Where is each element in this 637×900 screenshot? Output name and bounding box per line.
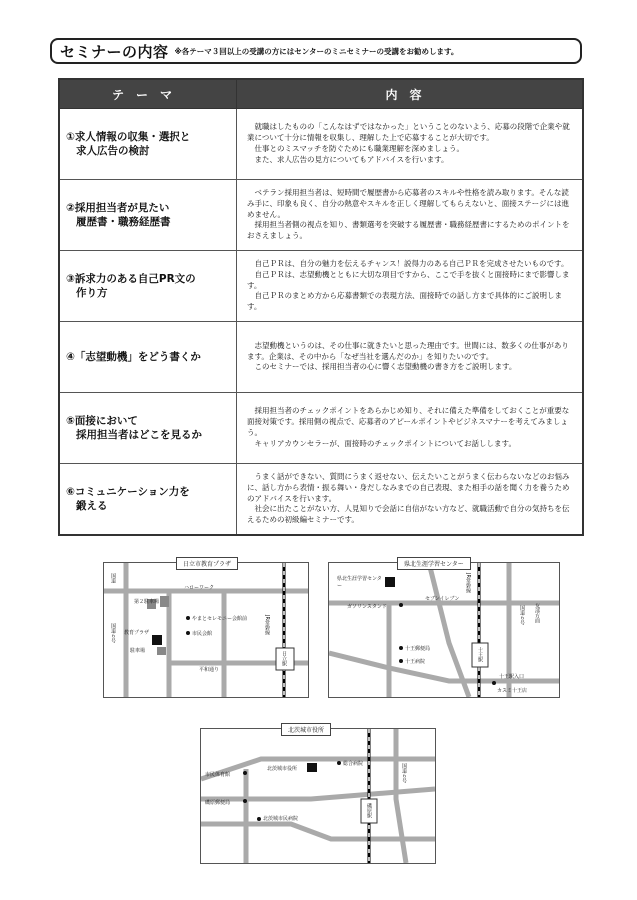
theme-line: ②採用担当者が見たい [66, 201, 170, 214]
content-cell [237, 322, 584, 393]
content-cell [237, 109, 584, 180]
map-label: 日立駅 [281, 651, 287, 666]
map-label: ガソリンスタンド [347, 604, 387, 610]
content-paragraph: うまく話ができない、質問にうまく返せない、伝えたいことがうまく伝わらないなどのお悩みに、話し方から表情・振る舞い・身だしなみまでの自己表現、また相手の話を聞く力を養うためのアドバイスを行います。 [247, 471, 570, 503]
map-kenpoku-title: 県北生涯学習センター [397, 557, 471, 570]
content-cell [237, 251, 584, 322]
theme-cell [59, 393, 237, 464]
table-row [59, 180, 583, 251]
seminar-table [58, 78, 584, 536]
content-cell [237, 180, 584, 251]
map-label: 市民体育館 [205, 772, 231, 778]
map-label: 友部方面 [534, 603, 540, 623]
theme-cell [59, 109, 237, 180]
theme-line: ④「志望動機」をどう書くか [66, 350, 201, 363]
map-kitaibaraki-title: 北茨城市役所 [281, 723, 331, 736]
page-title: セミナーの内容 [60, 42, 169, 61]
content-paragraph: 仕事とのミスマッチを防ぐためにも職業理解を深めましょう。 [254, 144, 465, 153]
theme-line: 求人広告の検討 [76, 145, 150, 157]
map-label: 国道６号 [401, 763, 407, 783]
col-theme-header: テーマ [59, 79, 237, 109]
map-label: 国道 [110, 573, 116, 583]
theme-line: ①求人情報の収集・選択と [66, 130, 191, 143]
content-cell [237, 464, 584, 536]
content-cell [237, 393, 584, 464]
table-row [59, 464, 583, 536]
map-label: 北茨城市役所 [267, 766, 298, 772]
map-label: 国道６号 [519, 605, 525, 625]
content-paragraph: また、求人広告の見方についてもアドバイスを行います。 [254, 154, 449, 164]
map-hitachi [103, 562, 309, 698]
content-paragraph: 自己ＰＲは、自分の魅力を伝えるチャンス！説得力のある自己ＰＲを完成させたいものです。 [254, 258, 569, 268]
map-label: 国道６号 [110, 623, 116, 643]
table-row [59, 109, 583, 180]
map-kenpoku [328, 562, 560, 698]
theme-cell [59, 251, 237, 322]
theme-line: 作り方 [76, 287, 108, 299]
map-label: 市民会館 [192, 631, 213, 637]
map-label: 平和通り [199, 667, 220, 673]
map-label: カスミ十王店 [497, 688, 528, 694]
content-paragraph: 採用担当者のチェックポイントをあらかじめ知り、それに備えた準備をしておくことが重要な面接対策です。採用側の視点で、応募者のアピールポイントやビジネスマナーを考えてみましょう。 [247, 406, 570, 437]
map-label: 総合病院 [343, 761, 364, 767]
theme-cell [59, 464, 237, 536]
map-kitaibaraki [200, 728, 436, 864]
map-label: 十王駅 [477, 647, 483, 662]
content-paragraph: 志望動機というのは、その仕事に就きたいと思った理由です。世間には、数多くの仕事があります。企業は、その中から「なぜ当社を選んだのか」を知りたいのです。 [247, 340, 569, 361]
map-label: 磯原駅 [366, 803, 372, 818]
map-label: 教育プラザ [124, 630, 150, 636]
map-label: 北茨城市民病院 [263, 816, 299, 822]
map-kitaibaraki-roads [201, 729, 435, 863]
map-hitachi-title: 日立市教育プラザ [176, 557, 238, 570]
content-paragraph: 社会に出たことがない方、人見知りで会話に自信がない方など、就職活動で自分の気持ちを伝えるための初級編セミナーです。 [247, 504, 570, 525]
map-label: JR常磐線 [465, 573, 471, 593]
table-row [59, 251, 583, 322]
theme-line: ⑤面接において [66, 414, 138, 427]
map-label: 第２駐車場 [134, 599, 160, 605]
map-label: 県北生涯学習センター [337, 576, 382, 589]
content-paragraph: このセミナーでは、採用担当者の心に響く志望動機の書き方をご説明します。 [254, 362, 517, 372]
map-label: 磯原郵便局 [205, 800, 231, 806]
theme-line: ⑥コミュニケーション力を [66, 485, 190, 498]
map-label: セブンイレブン [425, 596, 460, 602]
content-paragraph: ベテラン採用担当者は、短時間で履歴書から応募者のスキルや性格を読み取ります。そんな読み手に、印象も良く、自分の熱意やスキルを正しく理解してもらえないと、面接ステージには進めません。 [247, 187, 569, 219]
theme-line: 履歴書・職務経歴書 [76, 216, 171, 228]
content-paragraph: 自己ＰＲは、志望動機とともに大切な項目ですから、ここで手を抜くと面接時にまで影響します。 [247, 269, 570, 290]
header-note: ※各テーマ３回以上の受講の方にはセンターのミニセミナーの受講をお勧めします。 [174, 46, 459, 56]
theme-cell [59, 180, 237, 251]
map-label: 十王郵便局 [405, 646, 431, 652]
theme-line: 鍛える [76, 500, 108, 512]
theme-cell [59, 322, 237, 393]
map-label: JR常磐線 [264, 615, 270, 635]
theme-line: 採用担当者はどこを見るか [76, 429, 202, 441]
table-row [59, 393, 583, 464]
table-row [59, 322, 583, 393]
map-label: 駐車場 [130, 648, 146, 654]
col-content-header: 内容 [237, 79, 584, 109]
map-label: やまとセレモニー会館前 [192, 616, 248, 622]
content-paragraph: 就職はしたものの「こんなはずではなかった」ということのないよう、応募の段階で企業や就業について十分に情報を収集し、理解した上で応募することが大切です。 [247, 122, 570, 143]
content-paragraph: 採用担当者側の視点を知り、書類選考を突破する履歴書・職務経歴書にするためのポイントをおさえましょう。 [247, 220, 570, 241]
theme-line: ③訴求力のある自己PR文の [66, 272, 196, 285]
content-paragraph: 自己ＰＲのまとめ方から応募書類での表現方法、面接時での話し方まで具体的にご説明します。 [247, 291, 562, 312]
map-label: 十王駅入口 [499, 674, 525, 680]
content-paragraph: キャリアカウンセラーが、面接時のチェックポイントについてお話しします。 [254, 438, 516, 448]
header-box [50, 38, 582, 64]
map-label: 十王病院 [405, 659, 426, 665]
map-label: ハローワーク [184, 585, 215, 591]
